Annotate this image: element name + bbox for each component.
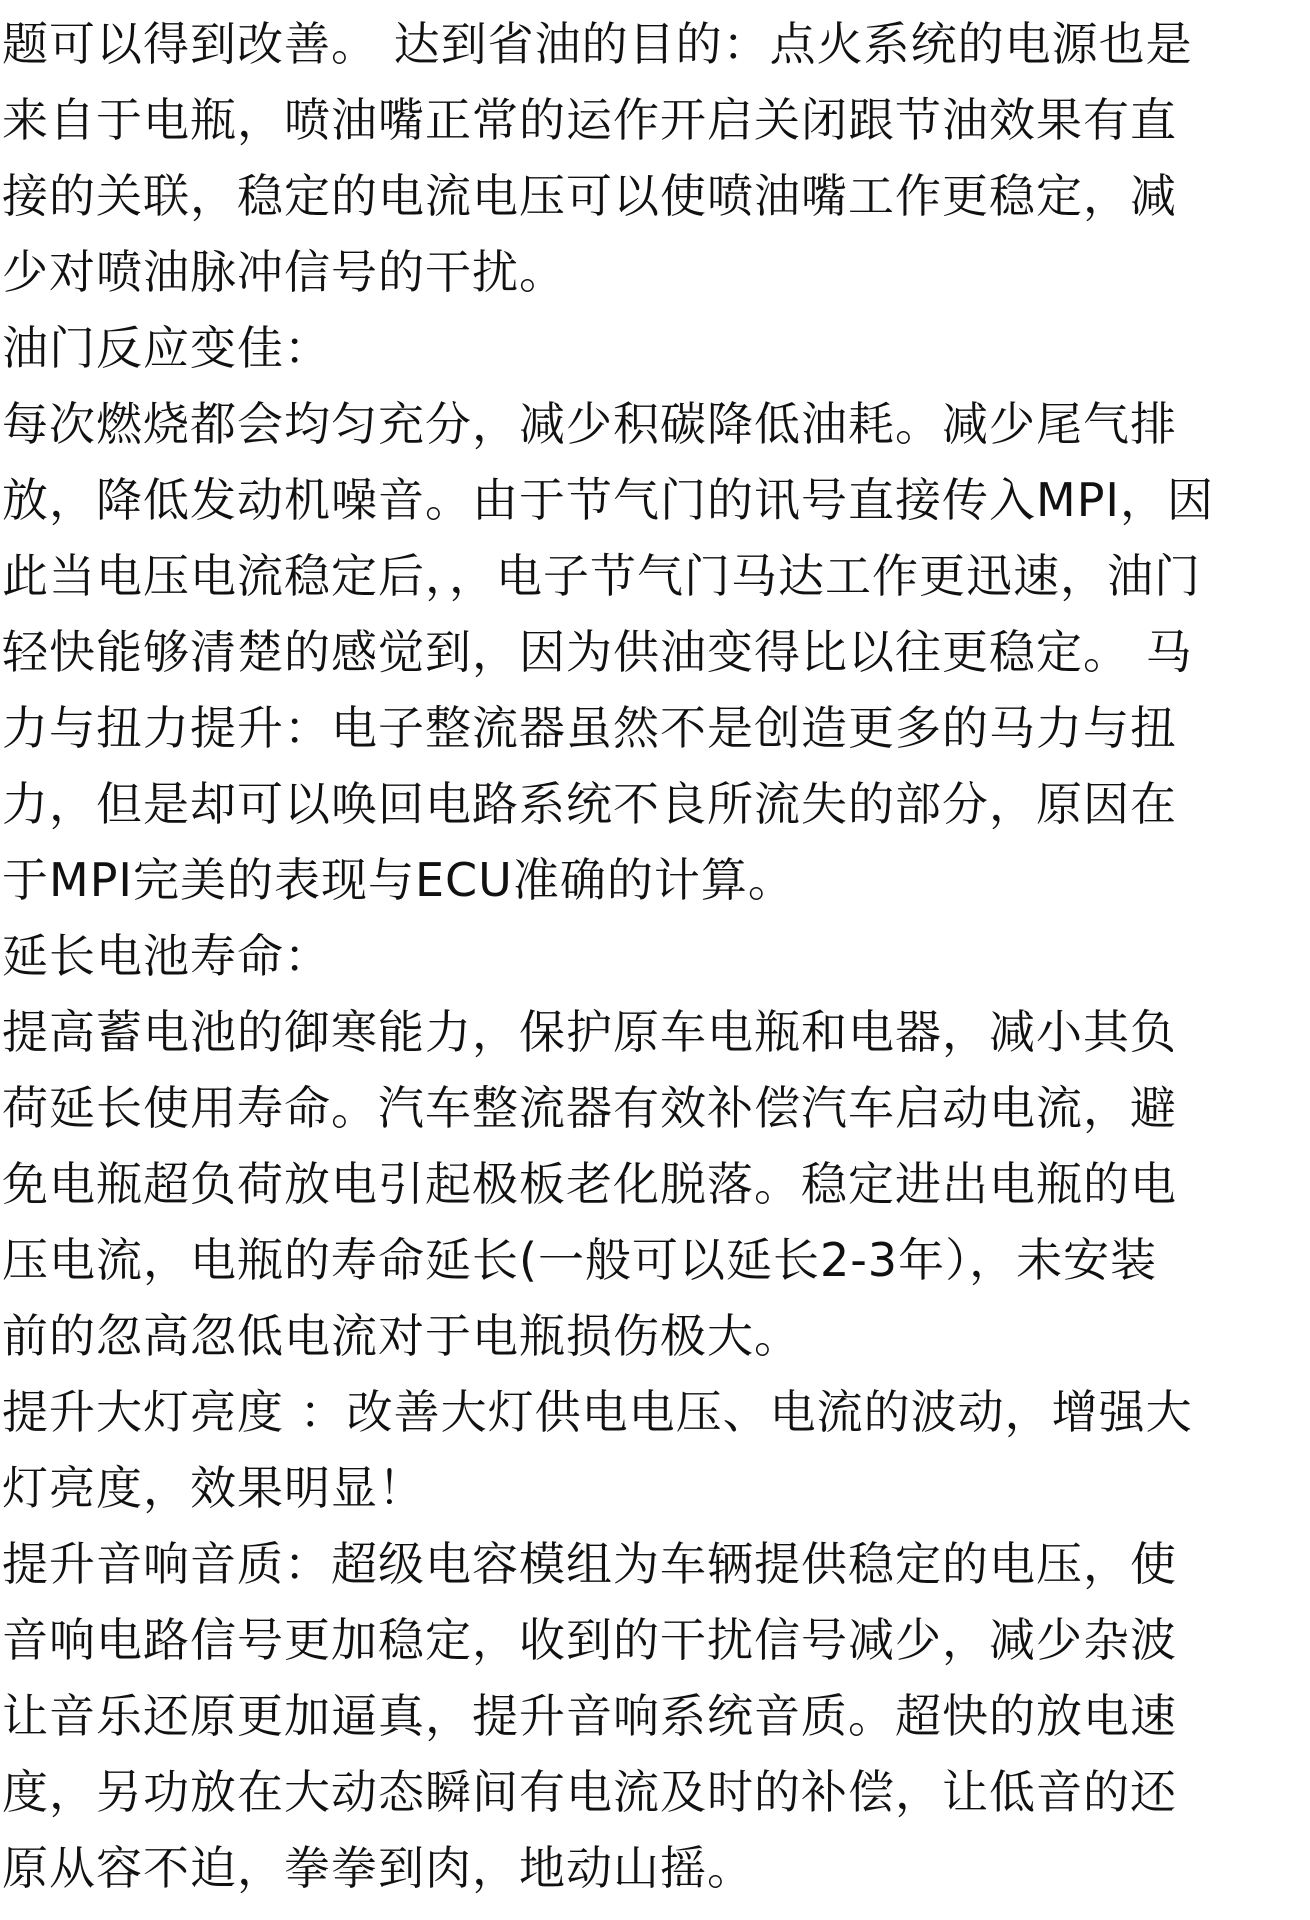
document-body: [2, 6, 1298, 1906]
text-line: 灯亮度，效果明显！: [2, 1461, 425, 1515]
text-line: 少对喷油脉冲信号的干扰。: [2, 245, 566, 299]
text-line: 免电瓶超负荷放电引起极板老化脱落。稳定进出电瓶的电: [2, 1157, 1177, 1211]
text-line: 此当电压电流稳定后，，电子节气门马达工作更迅速，油门: [2, 549, 1201, 603]
text-line: 力，但是却可以唤回电路系统不良所流失的部分，原因在: [2, 777, 1177, 831]
text-line: 度，另功放在大动态瞬间有电流及时的补偿，让低音的还: [2, 1765, 1177, 1819]
text-line: 放，降低发动机噪音。由于节气门的讯号直接传入MPI，因: [2, 473, 1214, 527]
text-line: 音响电路信号更加稳定，收到的干扰信号减少，减少杂波: [2, 1613, 1177, 1667]
section-heading-battery: 延长电池寿命：: [2, 929, 331, 983]
text-line: 力与扭力提升：电子整流器虽然不是创造更多的马力与扭: [2, 701, 1177, 755]
text-line: 原从容不迫，拳拳到肉，地动山摇。: [2, 1841, 754, 1895]
text-line: 让音乐还原更加逼真，提升音响系统音质。超快的放电速: [2, 1689, 1177, 1743]
text-line: 来自于电瓶，喷油嘴正常的运作开启关闭跟节油效果有直: [2, 93, 1177, 147]
text-line: 轻快能够清楚的感觉到，因为供油变得比以往更稳定。 马: [2, 625, 1193, 679]
text-line: 提高蓄电池的御寒能力，保护原车电瓶和电器，减小其负: [2, 1005, 1177, 1059]
text-line: 接的关联，稳定的电流电压可以使喷油嘴工作更稳定，减: [2, 169, 1177, 223]
text-line: 压电流，电瓶的寿命延长(一般可以延长2-3年），未安装: [2, 1233, 1158, 1287]
text-line: 每次燃烧都会均匀充分，减少积碳降低油耗。减少尾气排: [2, 397, 1177, 451]
text-line: 荷延长使用寿命。汽车整流器有效补偿汽车启动电流，避: [2, 1081, 1177, 1135]
section-heading-audio: 提升音响音质：超级电容模组为车辆提供稳定的电压，使: [2, 1537, 1177, 1591]
section-heading-headlights: 提升大灯亮度 ：改善大灯供电电压、电流的波动，增强大: [2, 1385, 1193, 1439]
text-line: 于MPI完美的表现与ECU准确的计算。: [2, 853, 795, 907]
section-heading-throttle: 油门反应变佳：: [2, 321, 331, 375]
text-line: 前的忽高忽低电流对于电瓶损伤极大。: [2, 1309, 801, 1363]
text-line: 题可以得到改善。 达到省油的目的：点火系统的电源也是: [2, 17, 1193, 71]
